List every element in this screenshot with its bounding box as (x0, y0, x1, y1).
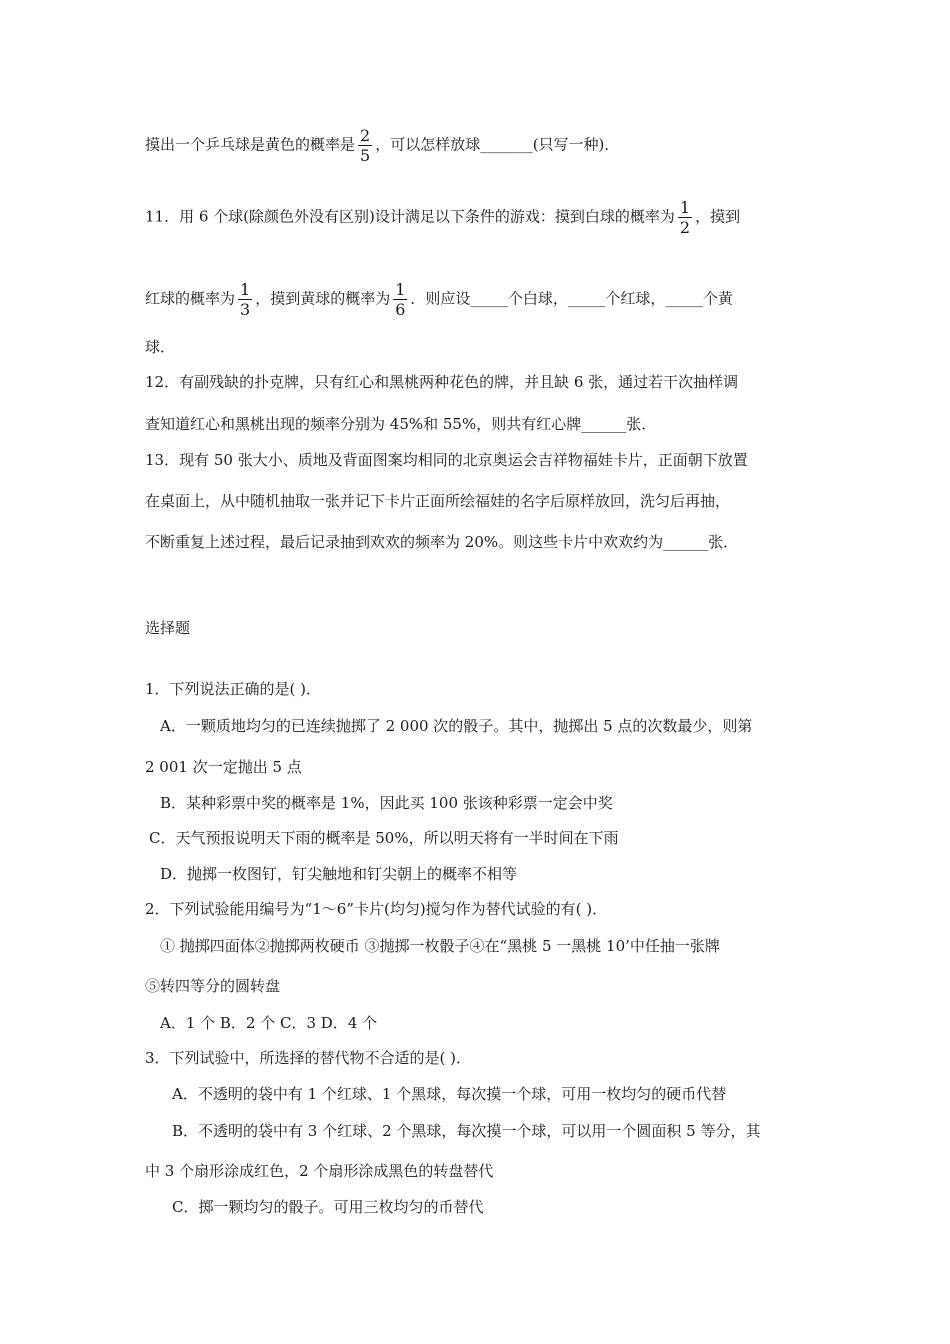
fraction-numerator: 1 (679, 198, 691, 217)
choice-q3-stem: 3．下列试验中，所选择的替代物不合适的是( )． (145, 1049, 472, 1067)
line-q13-a (145, 450, 748, 470)
choice-q3-option-b-text: B．不透明的袋中有 3 个红球、2 个黑球，每次摸一个球，可以用一个圆面积 5 等分，其 (172, 1122, 761, 1140)
choice-q1-option-a (160, 716, 752, 736)
choice-q1-option-d (160, 864, 517, 884)
q12-text-a: 12．有副残缺的扑克牌，只有红心和黑桃两种花色的牌，并且缺 6 张，通过若干次抽样调 (145, 373, 739, 391)
line-q12-a (145, 372, 738, 392)
q11-text-c: 红球的概率为 (145, 289, 236, 308)
choice-q3-option-a (172, 1084, 726, 1104)
q13-text-c: 不断重复上述过程，最后记录抽到欢欢的频率为 20%。则这些卡片中欢欢约为______张． (145, 533, 739, 551)
q11-text-a: 11．用 6 个球(除颜色外没有区别)设计满足以下条件的游戏：摸到白球的概率为 (145, 207, 675, 226)
fraction-2-5 (358, 126, 372, 165)
choice-q1-option-c-text: C．天气预报说明天下雨的概率是 50%，所以明天将有一半时间在下雨 (149, 829, 619, 847)
fraction-denominator: 3 (240, 300, 251, 319)
q11-text-e: ．则应设_____个白球，_____个红球，_____个黄 (410, 289, 733, 308)
choice-q1-option-a-cont (145, 757, 302, 777)
q11-text-d: ，摸到黄球的概率为 (255, 289, 391, 308)
choice-q3-option-b (172, 1121, 761, 1141)
fraction-1-2 (678, 198, 692, 237)
fraction-numerator: 2 (360, 126, 371, 145)
choice-q2-items (160, 936, 720, 956)
choice-q1-stem: 1．下列说法正确的是( )． (145, 680, 322, 698)
choice-q3 (145, 1048, 471, 1068)
choice-q3-option-c-text: C．掷一颗均匀的骰子。可用三枚均匀的币替代 (172, 1198, 484, 1216)
fraction-numerator: 1 (395, 280, 406, 299)
line-q13-c (145, 532, 738, 552)
q10-text-a: 摸出一个乒乓球是黄色的概率是 (145, 135, 356, 154)
q11-text-f: 球． (145, 338, 176, 356)
choice-q2 (145, 899, 607, 919)
line-q11-c (145, 337, 175, 357)
choice-q1-option-c (149, 828, 619, 848)
q10-text-b: ，可以怎样放球_______(只写一种)． (375, 135, 620, 154)
choice-q1-option-b-text: B．某种彩票中奖的概率是 1%，因此买 100 张该种彩票一定会中奖 (160, 794, 613, 812)
q11-text-b: ，摸到 (695, 207, 741, 226)
choice-q2-items-cont (145, 976, 280, 996)
choice-q1-option-d-text: D．抛掷一枚图钉，钉尖触地和钉尖朝上的概率不相等 (160, 865, 518, 883)
line-q13-b (145, 491, 730, 511)
fraction-denominator: 2 (679, 218, 691, 237)
choice-q1-option-b (160, 793, 613, 813)
choice-q1-option-a-text-cont: 2 001 次一定抛出 5 点 (145, 758, 302, 776)
line-q11-a (145, 198, 740, 237)
q12-text-b: 查知道红心和黑桃出现的频率分别为 45%和 55%，则共有红心牌______张． (145, 415, 657, 433)
choice-q2-options-text: A．1 个 B．2 个 C．3 D．4 个 (160, 1014, 378, 1032)
section-title: 选择题 (145, 619, 191, 637)
choice-q2-stem: 2．下列试验能用编号为“1～6”卡片(均匀)搅匀作为替代试验的有( )． (145, 900, 608, 918)
fraction-numerator: 1 (240, 280, 251, 299)
fraction-denominator: 5 (360, 146, 371, 165)
choice-q3-option-b-cont (145, 1161, 493, 1181)
choice-q3-option-b-text-cont: 中 3 个扇形涂成红色，2 个扇形涂成黑色的转盘替代 (145, 1162, 494, 1180)
fraction-1-6 (393, 280, 407, 319)
fraction-1-3 (238, 280, 252, 319)
section-heading (145, 618, 190, 638)
choice-q1 (145, 679, 321, 699)
line-q10-tail (145, 126, 619, 165)
choice-q2-items-text-cont: ⑤转四等分的圆转盘 (145, 977, 281, 995)
choice-q1-option-a-text: A．一颗质地均匀的已连续抛掷了 2 000 次的骰子。其中，抛掷出 5 点的次数最少，则第 (160, 717, 753, 735)
q13-text-b: 在桌面上，从中随机抽取一张并记下卡片正面所绘福娃的名字后原样放回，洗匀后再抽， (145, 492, 731, 510)
q13-text-a: 13．现有 50 张大小、质地及背面图案均相同的北京奥运会吉祥物福娃卡片，正面朝下放置 (145, 451, 748, 469)
choice-q2-items-text: ① 抛掷四面体②抛掷两枚硬币 ③抛掷一枚骰子④在“黑桃 5 一黑桃 10’中任抽一张牌 (160, 937, 720, 955)
choice-q2-options (160, 1013, 377, 1033)
line-q12-b (145, 414, 656, 434)
choice-q3-option-a-text: A．不透明的袋中有 1 个红球、1 个黑球，每次摸一个球，可用一枚均匀的硬币代替 (172, 1085, 727, 1103)
choice-q3-option-c (172, 1197, 483, 1217)
line-q11-b (145, 280, 733, 319)
fraction-denominator: 6 (395, 300, 406, 319)
